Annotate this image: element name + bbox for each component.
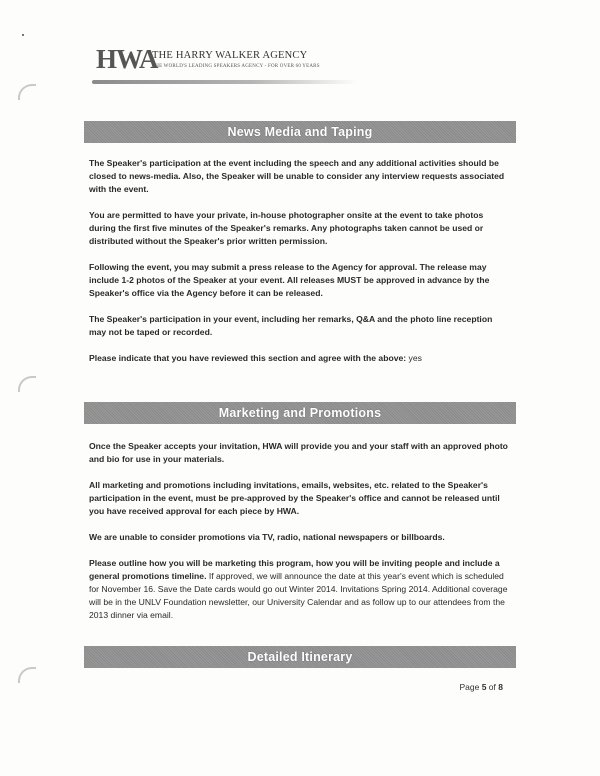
outline-paragraph (89, 557, 509, 622)
hole-punch-mark (18, 84, 36, 100)
hole-punch-mark (18, 667, 36, 683)
section-header-marketing (84, 402, 516, 424)
outline-prompt: Please outline how you will be marketing this program, how you will be inviting people and include a general promotions timeline. (89, 558, 500, 581)
page-number (459, 682, 503, 692)
paragraph: Once the Speaker accepts your invitation, HWA will provide you and your staff with an approved photo and bio for use in your materials. (89, 441, 508, 464)
scan-speck (22, 34, 24, 36)
logo-mark: HWA (96, 44, 158, 74)
paragraph: The Speaker's participation in your event, including her remarks, Q&A and the photo line reception may not be taped or recorded. (89, 314, 493, 337)
agency-tagline: THE WORLD'S LEADING SPEAKERS AGENCY - FOR OVER 60 YEARS (152, 64, 320, 69)
section-title: News Media and Taping (227, 125, 373, 139)
outline-answer: If approved, we will announce the date at this year's event which is scheduled for November 16. Save the Date cards would go out Winter 2014. Invitations Spring 2014. Additional coverage will be in the UNLV Foundation newsletter, our University Calendar and as follow up to our attendees from the 2013 dinner via email. (89, 571, 508, 620)
page-current: 5 (481, 682, 487, 692)
page-label: Page (459, 682, 480, 692)
paragraph: We are unable to consider promotions via TV, radio, national newspapers or billboards. (89, 532, 445, 542)
section-header-news-media (84, 121, 516, 143)
agreement-answer: yes (408, 353, 422, 363)
agreement-prompt: Please indicate that you have reviewed this section and agree with the above: (89, 353, 407, 363)
page-total: 8 (498, 682, 503, 692)
paragraph: You are permitted to have your private, in-house photographer onsite at the event to take photos during the first five minutes of the Speaker's remarks. Any photographs taken cannot be used or distributed without the Speaker's prior written permission. (89, 210, 484, 246)
section-title: Detailed Itinerary (247, 650, 353, 664)
section-title: Marketing and Promotions (218, 406, 382, 420)
section-header-itinerary (84, 646, 516, 668)
paragraph: The Speaker's participation at the event including the speech and any additional activities should be closed to news-media. Also, the Speaker will be unable to consider any interview requests associated with the event. (89, 158, 505, 194)
agency-name: THE HARRY WALKER AGENCY (152, 50, 308, 61)
page-of: of (488, 682, 496, 692)
hole-punch-mark (18, 376, 36, 392)
paragraph: Following the event, you may submit a press release to the Agency for approval. The release may include 1-2 photos of the Speaker at your event. All releases MUST be approved in advance by the Speaker's office via the Agency before it can be released. (89, 262, 490, 298)
agreement-line (89, 352, 509, 365)
header-divider (92, 80, 357, 84)
paragraph: All marketing and promotions including invitations, emails, websites, etc. related to the Speaker's participation in the event, must be pre-approved by the Speaker's office and cannot be released until you have received approval for each piece by HWA. (89, 480, 500, 516)
